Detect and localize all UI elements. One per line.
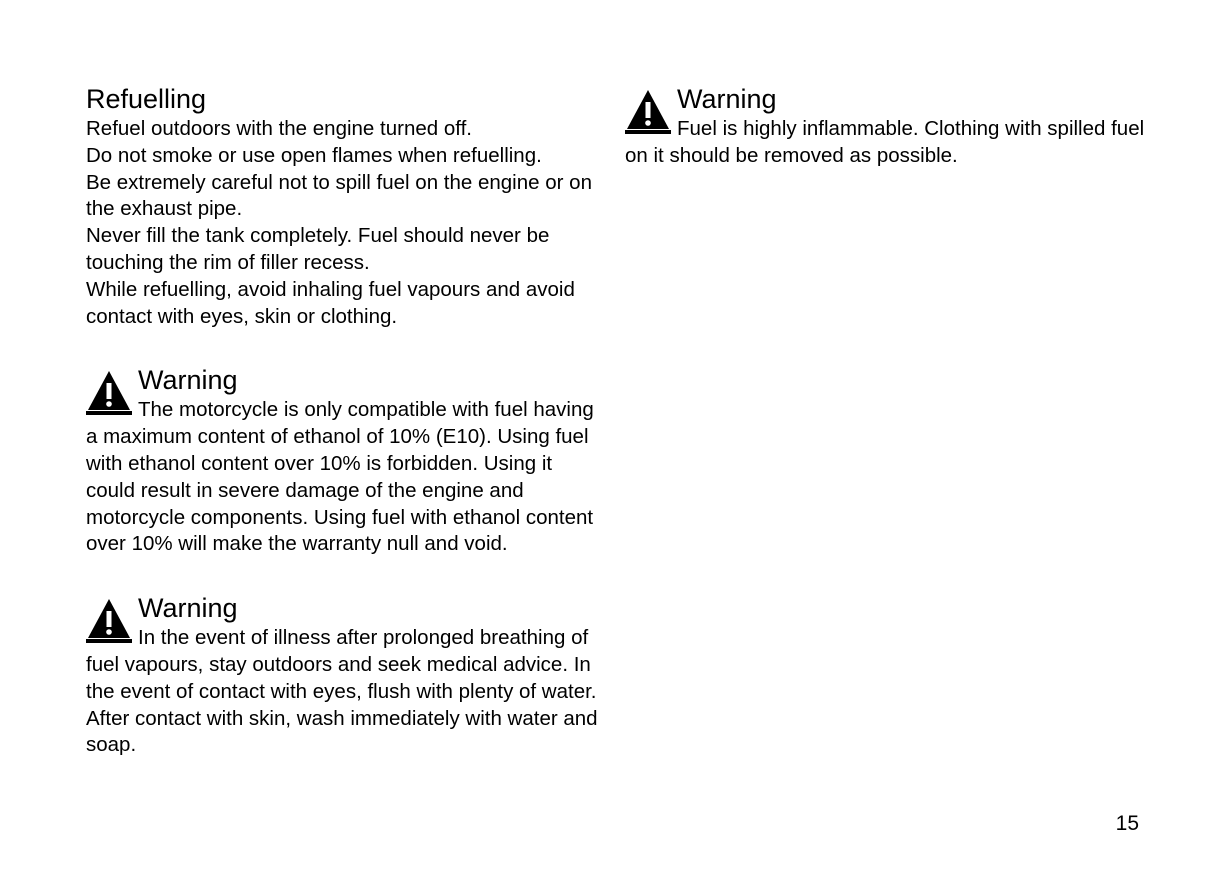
warning-triangle-icon: [86, 597, 132, 645]
refuelling-instructions: [86, 116, 606, 330]
warning-title: Warning: [138, 365, 238, 396]
section-title: Refuelling: [86, 84, 207, 114]
warning-block-vapours: [86, 591, 606, 759]
instruction-line: Be extremely careful not to spill fuel on the engine or on the exhaust pipe.: [86, 170, 592, 221]
warning-text: Fuel is highly inflammable. Clothing with spilled fuel on it should be removed as possible.: [625, 117, 1145, 167]
warning-title: Warning: [138, 593, 238, 624]
instruction-line: Refuel outdoors with the engine turned off.: [86, 117, 472, 140]
left-column: [86, 82, 606, 759]
instruction-line: Never fill the tank completely. Fuel should never be touching the rim of filler recess.: [86, 224, 550, 274]
warning-text: The motorcycle is only compatible with fuel having a maximum content of ethanol of 10% (E10). Using fuel with ethanol content over 10% is forbidden. Using it could result in severe damage of the engine and motorcycle components. Using fuel with ethanol content over 10% will make the warranty null and void.: [86, 398, 594, 556]
instruction-line: While refuelling, avoid inhaling fuel vapours and avoid contact with eyes, skin or clothing.: [86, 277, 575, 328]
warning-triangle-icon: [86, 369, 132, 417]
right-column: [625, 82, 1150, 170]
warning-text: In the event of illness after prolonged breathing of fuel vapours, stay outdoors and seek medical advice. In the event of contact with eyes, flush with plenty of water. After contact with skin, wash immediately with water and soap.: [86, 626, 598, 757]
warning-block-inflammable: [625, 82, 1150, 170]
warning-title: Warning: [677, 84, 777, 114]
page-number: 15: [1115, 812, 1139, 835]
instruction-line: Do not smoke or use open flames when refuelling.: [86, 143, 542, 167]
warning-block-ethanol: [86, 363, 606, 558]
warning-triangle-icon: [625, 88, 671, 136]
